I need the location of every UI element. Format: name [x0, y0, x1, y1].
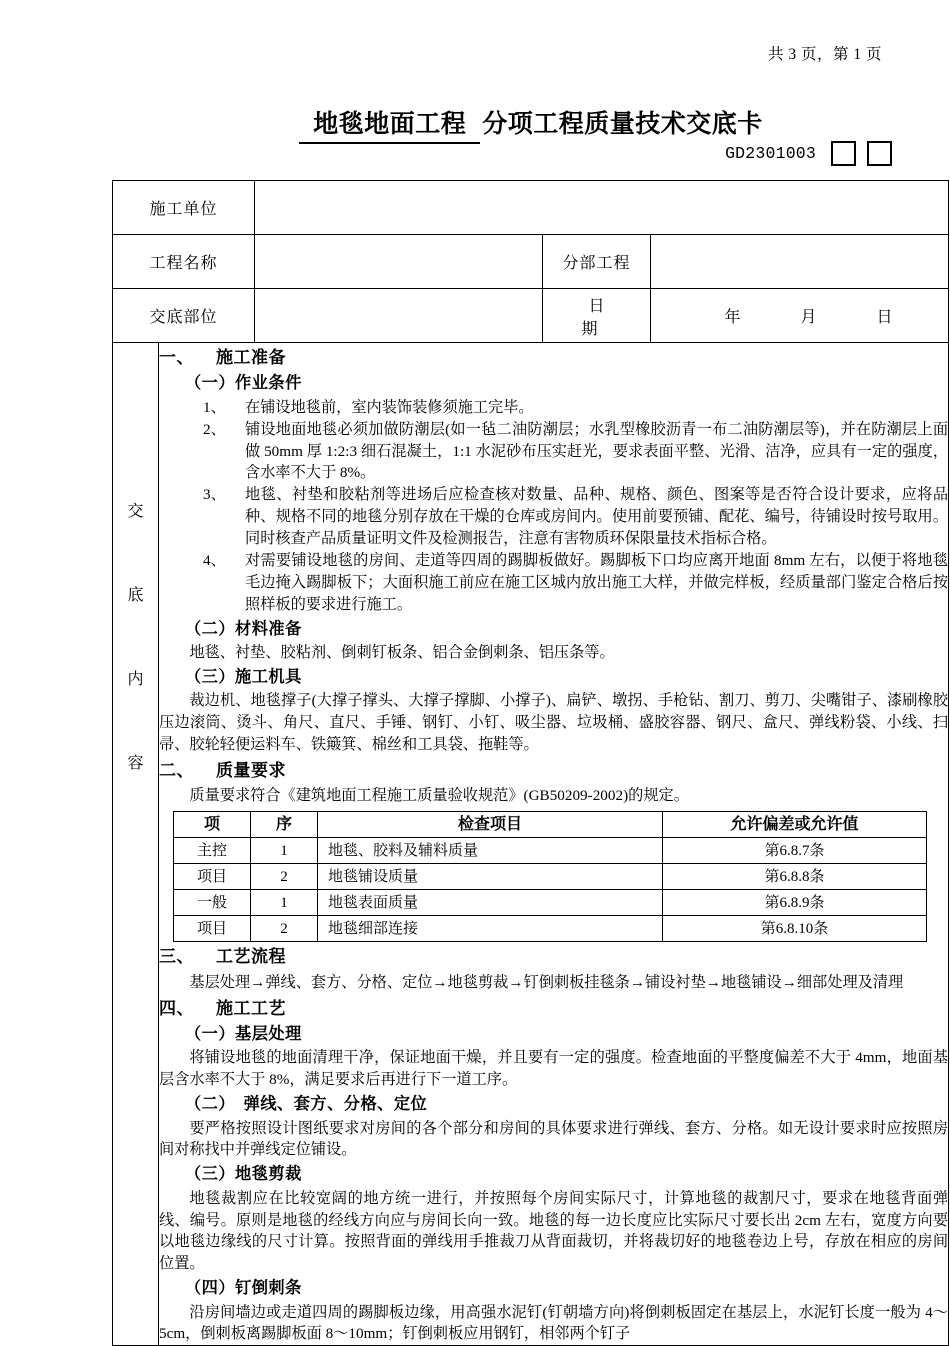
label-date-text: 日 期 [581, 297, 679, 338]
section-4-sub4-text: 沿房间墙边或走道四周的踢脚板边缘，用高强水泥钉(钉朝墙方向)将倒刺板固定在基层上，水泥钉长度一般为 4～5cm，倒刺板离踢脚板面 8～10mm；钉倒刺板应用钢钉，相邻两个钉子 [159, 1303, 949, 1343]
table-row [174, 890, 927, 916]
quality-cell-item: 地毯表面质量 [318, 890, 663, 916]
table-row [174, 916, 927, 942]
quality-col-category: 项 [174, 812, 251, 838]
section-1-number: 一、 [159, 348, 194, 367]
section-2-title: 质量要求 [216, 760, 286, 780]
field-disclosure-part[interactable] [255, 289, 543, 343]
quality-cell-item: 地毯铺设质量 [318, 864, 663, 890]
section-1-sub3-heading: （三）施工机具 [185, 667, 302, 686]
list-item [203, 397, 948, 419]
section-4-sub2-text: 要严格按照设计图纸要求对房间的各个部分和房间的具体要求进行弹线、套方、分格。如无设计要求时应按照房间对称找中并弹线定位铺设。 [159, 1119, 949, 1159]
main-document-table [112, 180, 949, 1346]
table-row [174, 864, 927, 890]
quality-col-seq: 序 [251, 812, 318, 838]
side-char-4: 容 [127, 755, 144, 773]
quality-col-item: 检查项目 [318, 812, 663, 838]
list-item-text: 对需要铺设地毯的房间、走道等四周的踢脚板做好。踢脚板下口均应离开地面 8mm 左右，以便于将地毯毛边掩入踢脚板下；大面积施工前应在施工区城内放出施工大样，并做完样板，经质量部门鉴定合格后按照样板的要求进行施工。 [245, 552, 949, 613]
date-year-label: 年 [724, 309, 741, 326]
section-3-number: 三、 [159, 947, 194, 967]
side-char-3: 内 [127, 671, 144, 689]
quality-cell-seq: 1 [251, 890, 318, 916]
quality-table-header-row [174, 812, 927, 838]
quality-requirements-table [173, 811, 927, 942]
section-4-number: 四、 [159, 998, 194, 1018]
quality-cell-seq: 1 [251, 838, 318, 864]
quality-col-tolerance: 允许偏差或允许值 [663, 812, 927, 838]
quality-cell-category: 一般 [174, 890, 251, 916]
page-title [112, 104, 950, 144]
field-sub-project[interactable] [651, 235, 949, 289]
page-title-fixed: 分项工程质量技术交底卡 [482, 111, 763, 138]
table-row-project-name [113, 235, 949, 289]
quality-cell-tolerance: 第6.8.10条 [663, 916, 927, 942]
list-item-text: 在铺设地毯前，室内装饰装修须施工完毕。 [245, 398, 534, 416]
section-1-sub2-text: 地毯、衬垫、胶粘剂、倒刺钉板条、铝合金倒刺条、铝压条等。 [189, 644, 615, 662]
side-char-1: 交 [127, 503, 144, 521]
label-sub-project: 分部工程 [543, 235, 651, 289]
side-vertical-label [113, 343, 159, 1346]
section-3-text: 基层处理→弹线、套方、分格、定位→地毯剪裁→钉倒刺板挂毯条→铺设衬垫→地毯铺设→细部处理及清理 [189, 973, 904, 991]
quality-cell-tolerance: 第6.8.8条 [663, 864, 927, 890]
table-row [174, 838, 927, 864]
document-code: GD2301003 [725, 144, 816, 163]
table-row-disclosure-part [113, 289, 949, 343]
list-item-number: 1、 [203, 398, 226, 416]
quality-cell-category: 项目 [174, 916, 251, 942]
list-item-number: 2、 [203, 420, 226, 438]
list-item [203, 419, 948, 485]
quality-cell-item: 地毯细部连接 [318, 916, 663, 942]
section-1-title: 施工准备 [216, 348, 286, 367]
section-4-sub2-heading: （二） 弹线、套方、分格、定位 [185, 1095, 428, 1114]
section-4-sub1-text: 将铺设地毯的地面清理干净，保证地面干燥，并且要有一定的强度。检查地面的平整度偏差不大于 4mm，地面基层含水率不大于 8%，满足要求后再进行下一道工序。 [159, 1049, 949, 1089]
page-title-subject: 地毯地面工程 [299, 104, 480, 144]
section-3-title: 工艺流程 [216, 947, 286, 967]
page-counter: 共 3 页，第 1 页 [767, 46, 882, 63]
checkbox-1[interactable] [831, 141, 856, 166]
section-3-heading [159, 945, 948, 969]
section-2-heading [159, 759, 948, 783]
label-project-name: 工程名称 [113, 235, 255, 289]
table-row-content [113, 343, 949, 1346]
section-2-intro: 质量要求符合《建筑地面工程施工质量验收规范》(GB50209-2002)的规定。 [189, 787, 689, 805]
section-2-number: 二、 [159, 760, 194, 780]
section-4-sub4-heading: （四）钉倒刺条 [185, 1279, 302, 1298]
label-date [543, 289, 679, 343]
section-1-heading [159, 346, 948, 370]
list-item-text: 铺设地面地毯必须加做防潮层(如一毡二油防潮层；水乳型橡胶沥青一布二油防潮层等)，并在防潮层上面做 50mm 厚 1:2:3 细石混凝土，1:1 水泥砂布压实赶光，要求表面平整、光滑、洁净，应具有一定的强度，含水率不大于 8%。 [245, 420, 949, 482]
quality-cell-seq: 2 [251, 864, 318, 890]
list-item-number: 4、 [203, 552, 226, 570]
quality-cell-seq: 2 [251, 916, 318, 942]
field-project-name[interactable] [255, 235, 543, 289]
section-1-sub3-text: 裁边机、地毯撑子(大撑子撑头、大撑子撑脚、小撑子)、扁铲、墩拐、手枪钻、割刀、剪刀、尖嘴钳子、漆刷橡胶压边滚筒、烫斗、角尺、直尺、手锤、钢钉、小钉、吸尘器、垃圾桶、盛胶容器、钢尺、盒尺、弹线粉袋、小线、扫帚、胶轮轻便运料车、铁簸箕、棉丝和工具袋、拖鞋等。 [159, 692, 949, 754]
quality-cell-category: 主控 [174, 838, 251, 864]
section-4-sub1-heading: （一）基层处理 [185, 1025, 302, 1044]
section-1-sub2-heading: （二）材料准备 [185, 619, 302, 638]
date-day-label: 日 [876, 309, 893, 326]
list-item [203, 484, 948, 550]
section-4-sub3-heading: （三）地毯剪裁 [185, 1165, 302, 1184]
list-item [203, 550, 948, 616]
content-body [159, 343, 949, 1346]
quality-cell-tolerance: 第6.8.7条 [663, 838, 927, 864]
field-date[interactable] [651, 289, 949, 343]
document-code-row [725, 141, 892, 166]
section-4-title: 施工工艺 [216, 998, 286, 1018]
date-month-label: 月 [800, 309, 817, 326]
label-disclosure-part: 交底部位 [113, 289, 255, 343]
section-4-sub3-text: 地毯裁割应在比较宽阔的地方统一进行，并按照每个房间实际尺寸，计算地毯的裁割尺寸，要求在地毯背面弹线、编号。原则是地毯的经线方向应与房间长向一致。地毯的每一边长度应比实际尺寸要长出 2cm 左右，宽度方向要以地毯边缘线的尺寸计算。按照背面的弹线用手推裁刀从背面裁切，并将裁切好的地毯卷边上号，存放在相应的房间位置。 [159, 1189, 949, 1273]
quality-cell-tolerance: 第6.8.9条 [663, 890, 927, 916]
quality-cell-item: 地毯、胶料及辅料质量 [318, 838, 663, 864]
table-row-construction-unit [113, 181, 949, 235]
section-1-sub1-heading: （一）作业条件 [185, 374, 302, 393]
list-item-number: 3、 [203, 486, 226, 504]
side-char-2: 底 [127, 587, 144, 605]
section-4-heading [159, 997, 948, 1021]
label-construction-unit: 施工单位 [113, 181, 255, 235]
checkbox-2[interactable] [867, 141, 892, 166]
quality-cell-category: 项目 [174, 864, 251, 890]
field-construction-unit[interactable] [255, 181, 949, 235]
list-item-text: 地毯、衬垫和胶粘剂等进场后应检查核对数量、品种、规格、颜色、图案等是否符合设计要求，应将品种、规格不同的地毯分别存放在干燥的仓库或房间内。使用前要预铺、配花、编号，待铺设时按号取用。同时核查产品质量证明文件及检测报告，注意有害物质环保限量技术指标合格。 [245, 486, 949, 548]
